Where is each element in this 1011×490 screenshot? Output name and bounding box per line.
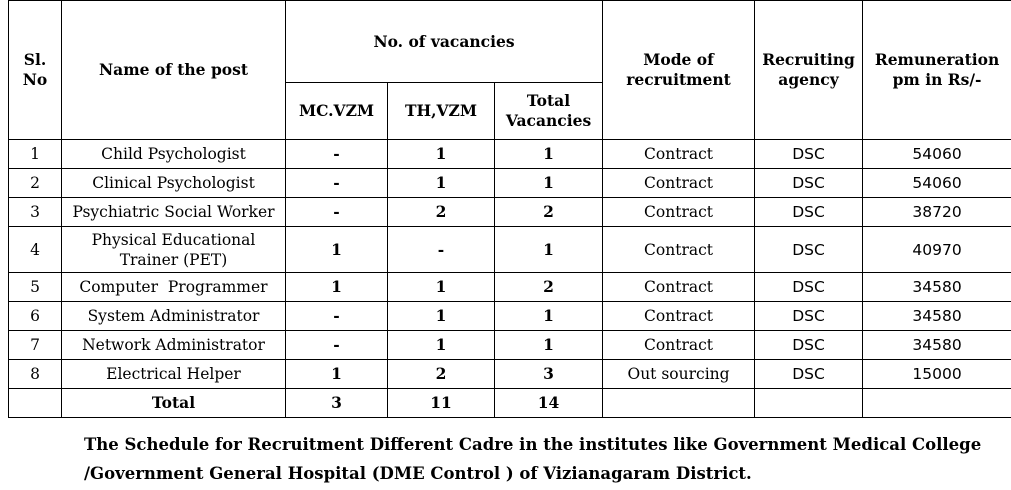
caption-line-1: The Schedule for Recruitment Different Cadre in the institutes like Government Medical College [84,435,982,454]
header-remuneration: Remuneration pm in Rs/- [863,1,1011,140]
header-row [9,1,1011,83]
caption-line-2: /Government General Hospital (DME Control ) of Vizianagaram District. [84,464,752,483]
schedule-caption [84,430,984,488]
cell-total: 3 [495,360,603,389]
cell-post: Child Psychologist [62,140,286,169]
table-row [9,331,1011,360]
cell-agency: DSC [755,140,863,169]
header-sl-no: Sl. No [9,1,62,140]
cell-post: Computer Programmer [62,273,286,302]
cell-mc: 1 [286,273,388,302]
cell-sl: 2 [9,169,62,198]
header-th-vzm: TH,VZM [388,83,495,140]
cell-mc: 1 [286,227,388,273]
header-agency: Recruiting agency [755,1,863,140]
cell-mode: Contract [603,169,755,198]
cell-pay: 38720 [863,198,1011,227]
cell-th: 1 [388,331,495,360]
cell-th: 2 [388,198,495,227]
cell-th: 1 [388,169,495,198]
table-row [9,227,1011,273]
cell-mc: - [286,140,388,169]
cell-sl: 7 [9,331,62,360]
cell-agency: DSC [755,360,863,389]
totals-mode-empty [603,389,755,418]
table-row [9,169,1011,198]
cell-total: 2 [495,273,603,302]
table-row [9,198,1011,227]
header-mc-vzm: MC.VZM [286,83,388,140]
totals-row [9,389,1011,418]
header-total-vacancies: Total Vacancies [495,83,603,140]
cell-mc: - [286,331,388,360]
cell-th: 1 [388,273,495,302]
cell-agency: DSC [755,227,863,273]
vacancies-table [8,0,1011,418]
cell-agency: DSC [755,273,863,302]
header-post-name: Name of the post [62,1,286,140]
header-mode: Mode of recruitment [603,1,755,140]
cell-post: Clinical Psychologist [62,169,286,198]
table-row [9,273,1011,302]
cell-mode: Contract [603,198,755,227]
cell-agency: DSC [755,169,863,198]
cell-pay: 34580 [863,273,1011,302]
cell-pay: 54060 [863,140,1011,169]
cell-total: 1 [495,227,603,273]
totals-label: Total [62,389,286,418]
cell-total: 1 [495,169,603,198]
cell-pay: 15000 [863,360,1011,389]
cell-total: 1 [495,302,603,331]
cell-post: Psychiatric Social Worker [62,198,286,227]
totals-pay-empty [863,389,1011,418]
cell-mode: Contract [603,302,755,331]
cell-pay: 40970 [863,227,1011,273]
cell-mc: 1 [286,360,388,389]
table-row [9,360,1011,389]
cell-mode: Contract [603,140,755,169]
cell-total: 1 [495,140,603,169]
cell-sl: 3 [9,198,62,227]
table-row [9,302,1011,331]
cell-th: 1 [388,140,495,169]
totals-total: 14 [495,389,603,418]
table-row [9,140,1011,169]
cell-agency: DSC [755,302,863,331]
cell-th: 2 [388,360,495,389]
cell-post: System Administrator [62,302,286,331]
cell-post: Physical Educational Trainer (PET) [62,227,286,273]
cell-sl: 1 [9,140,62,169]
cell-mc: - [286,302,388,331]
cell-sl: 8 [9,360,62,389]
cell-post: Network Administrator [62,331,286,360]
cell-sl: 5 [9,273,62,302]
cell-mode: Out sourcing [603,360,755,389]
header-vacancies-group: No. of vacancies [286,1,603,83]
cell-mc: - [286,169,388,198]
totals-mc: 3 [286,389,388,418]
totals-sl-empty [9,389,62,418]
cell-pay: 54060 [863,169,1011,198]
cell-mode: Contract [603,331,755,360]
cell-mc: - [286,198,388,227]
cell-agency: DSC [755,331,863,360]
totals-th: 11 [388,389,495,418]
cell-pay: 34580 [863,331,1011,360]
cell-post: Electrical Helper [62,360,286,389]
cell-sl: 4 [9,227,62,273]
cell-total: 2 [495,198,603,227]
totals-agency-empty [755,389,863,418]
cell-th: - [388,227,495,273]
cell-sl: 6 [9,302,62,331]
cell-pay: 34580 [863,302,1011,331]
cell-total: 1 [495,331,603,360]
cell-mode: Contract [603,227,755,273]
cell-th: 1 [388,302,495,331]
cell-mode: Contract [603,273,755,302]
cell-agency: DSC [755,198,863,227]
